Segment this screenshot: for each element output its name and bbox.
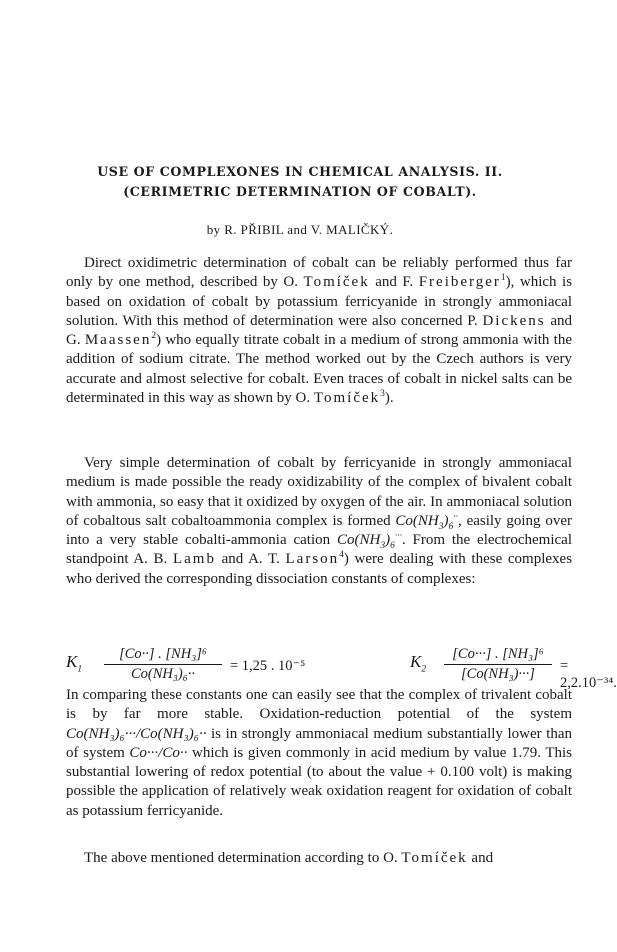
text: is in strongly ammoniacal medium substantially lower than of system [66,725,573,761]
author-name: Larson [285,551,340,568]
constant-k2: $K_2$ [410,652,427,675]
fraction-k1 [104,646,222,683]
article-title-line-1: USE OF COMPLEXONES IN CHEMICAL ANALYSIS. II. [97,164,503,179]
text: . From the electrochemical standpoint A. B. [66,532,572,568]
constant-k2-value: = 2,2.10⁻³⁴. [560,658,617,691]
author-name: Dickens [482,312,546,329]
formula-acid-system: Co···/Co·· [129,744,188,761]
reference-mark: 3 [380,389,385,400]
paragraph-3 [66,686,572,821]
reference-mark: 1 [500,273,506,284]
text: and A. T. [221,551,280,568]
constant-k1: $K_1$ [66,652,83,675]
text: ), which is based on oxidation of cobalt by potassium ferricyanide in strongly ammoniacal solution. With this method of determination were also concerned P. [66,274,573,329]
paragraph-1 [66,254,572,408]
fraction-numerator: [Co···] . [NH₃]⁶ [444,646,552,665]
formula-redox-system: Co(NH₃)₆···/Co(NH₃)₆·· [66,725,207,742]
fraction-numerator: [Co··] . [NH₃]⁶ [104,646,222,665]
fraction-denominator: [Co(NH₃)···] [461,666,535,682]
text: , easily going over into a very stable cobalti-ammonia cation [66,512,572,549]
text: The above mentioned determination according to O. [84,850,398,866]
article-title-line-2: (CERIMETRIC DETERMINATION OF COBALT). [123,184,477,199]
author-name: Lamb [172,551,216,568]
text: which is given commonly in acid medium by value 1.79. This substantial lowering of redox potential (to about the value + 0.100 volt) is making possible the application of relatively weak oxidation reagent for oxidation of cobalt as potassium ferricyanide. [66,744,573,819]
authors-line: by R. PŘIBIL and V. MALIČKÝ. [206,222,394,237]
text: and [471,850,494,866]
author-name: Tomíček [401,850,468,866]
text: and F. [375,274,414,291]
formula-cobalto-ammonia: $Co(NH_3)_6^{\cdot\cdot}$ [395,511,459,532]
reference-mark: 2 [151,331,157,342]
author-name: Freiberger [418,274,501,291]
text: ) were dealing with these complexes who derived the corresponding dissociation constants of complexes: [66,551,573,587]
dissociation-constants-equations [66,646,617,691]
author-name: Maassen [84,332,152,349]
text: Very simple determination of cobalt by ferricyanide in strongly ammoniacal medium is made possible the ready oxidizability of the complex of bivalent cobalt with ammonia, so easy that it oxidized by oxygen of the air. In ammoniacal solution of cobaltous salt cobaltoammonia complex is formed [66,455,572,529]
text: ) who equally titrate cobalt in a medium of strong ammonia with the addition of sodium citrate. The method worked out by the Czech authors is very accurate and almost selective for cobalt. Even traces of cobalt in nickel salts can be determinated in this way as shown by O. [66,332,572,407]
constant-k1-value: = 1,25 . 10⁻⁵ [230,658,306,674]
text: ). [384,390,394,407]
fraction-denominator: Co(NH₃)₆·· [130,666,196,682]
text: and G. [66,312,573,349]
fraction-k2 [444,646,552,683]
author-name: Tomíček [313,390,381,407]
reference-mark: 4 [339,550,344,561]
paragraph-4 [66,849,572,868]
paragraph-2 [66,454,572,589]
author-name: Tomíček [303,274,370,291]
text: In comparing these constants one can easily see that the complex of trivalent cobalt is by far more stable. Oxidation-reduction potential of the system [66,687,572,723]
text: Direct oxidimetric determination of cobalt can be reliably performed thus far only by one method, described by O. [66,255,572,291]
formula-cobalti-ammonia: $Co(NH_3)_6^{\cdot\cdot\cdot}$ [336,531,402,552]
